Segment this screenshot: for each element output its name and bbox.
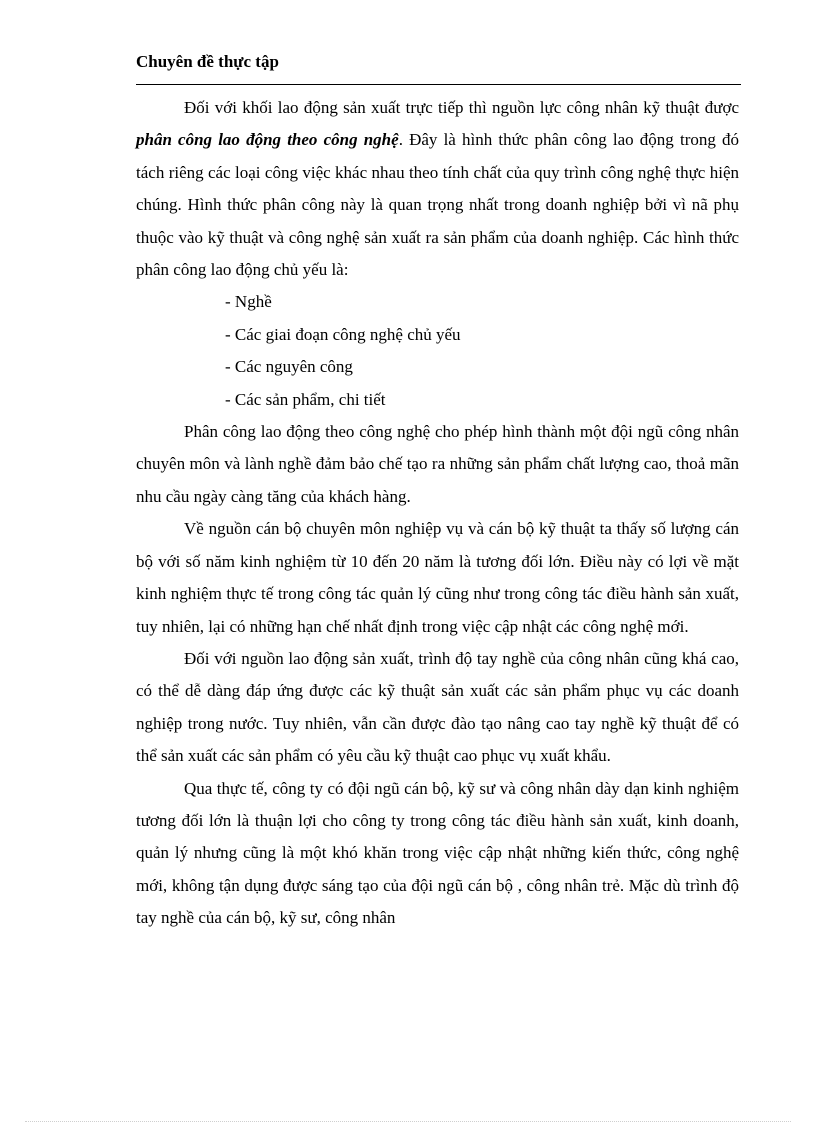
document-body bbox=[136, 92, 739, 935]
list-item: - Các giai đoạn công nghệ chủ yếu bbox=[225, 324, 461, 344]
page-header-title: Chuyên đề thực tập bbox=[136, 52, 279, 71]
paragraph-4: Đối với nguồn lao động sản xuất, trình độ tay nghề của công nhân cũng khá cao, có thể dễ dàng đáp ứng được các kỹ thuật sản xuất các sản phẩm phục vụ các doanh nghiệp trong nước. Tuy nhiên, vẫn cần được đào tạo nâng cao tay nghề kỹ thuật để có thể sản xuất các sản phẩm có yêu cầu kỹ thuật cao phục vụ xuất khẩu. bbox=[136, 648, 739, 766]
paragraph-1-text-before: Đối với khối lao động sản xuất trực tiếp thì nguồn lực công nhân kỹ thuật được bbox=[184, 98, 739, 117]
list-item: - Các nguyên công bbox=[225, 357, 353, 377]
division-types-list bbox=[136, 286, 739, 416]
page-bottom-border bbox=[25, 1121, 791, 1122]
paragraph-1-emphasis: phân công lao động theo công nghệ bbox=[136, 130, 399, 150]
list-item: - Các sản phẩm, chi tiết bbox=[225, 389, 386, 409]
paragraph-1-text-after: . Đây là hình thức phân công lao động trong đó tách riêng các loại công việc khác nhau theo tính chất của quy trình công nghệ thực hiện chúng. Hình thức phân công này là quan trọng nhất trong doanh nghiệp bởi vì nã phụ thuộc vào kỹ thuật và công nghệ sản xuất ra sản phẩm của doanh nghiệp. Các hình thức phân công lao động chủ yếu là: bbox=[136, 130, 740, 280]
paragraph-5: Qua thực tế, công ty có đội ngũ cán bộ, kỹ sư và công nhân dày dạn kinh nghiệm tương đối lớn là thuận lợi cho công ty trong công tác điều hành sản xuất, kinh doanh, quản lý nhưng cũng là một khó khăn trong việc cập nhật những kiến thức, công nghệ mới, không tận dụng được sáng tạo của đội ngũ cán bộ , công nhân trẻ. Mặc dù trình độ tay nghề của cán bộ, kỹ sư, công nhân bbox=[136, 778, 739, 928]
header-divider bbox=[136, 84, 741, 85]
paragraph-3: Về nguồn cán bộ chuyên môn nghiệp vụ và cán bộ kỹ thuật ta thấy số lượng cán bộ với số năm kinh nghiệm từ 10 đến 20 năm là tương đối lớn. Điều này có lợi về mặt kinh nghiệm thực tế trong công tác quản lý cũng như trong công tác điều hành sản xuất, tuy nhiên, lại có những hạn chế nhất định trong việc cập nhật các công nghệ mới. bbox=[136, 519, 739, 636]
paragraph-2: Phân công lao động theo công nghệ cho phép hình thành một đội ngũ công nhân chuyên môn và lành nghề đảm bảo chế tạo ra những sản phẩm chất lượng cao, thoả mãn nhu cầu ngày càng tăng của khách hàng. bbox=[136, 422, 739, 506]
paragraph-1 bbox=[136, 92, 739, 286]
list-item: - Nghề bbox=[225, 292, 272, 312]
